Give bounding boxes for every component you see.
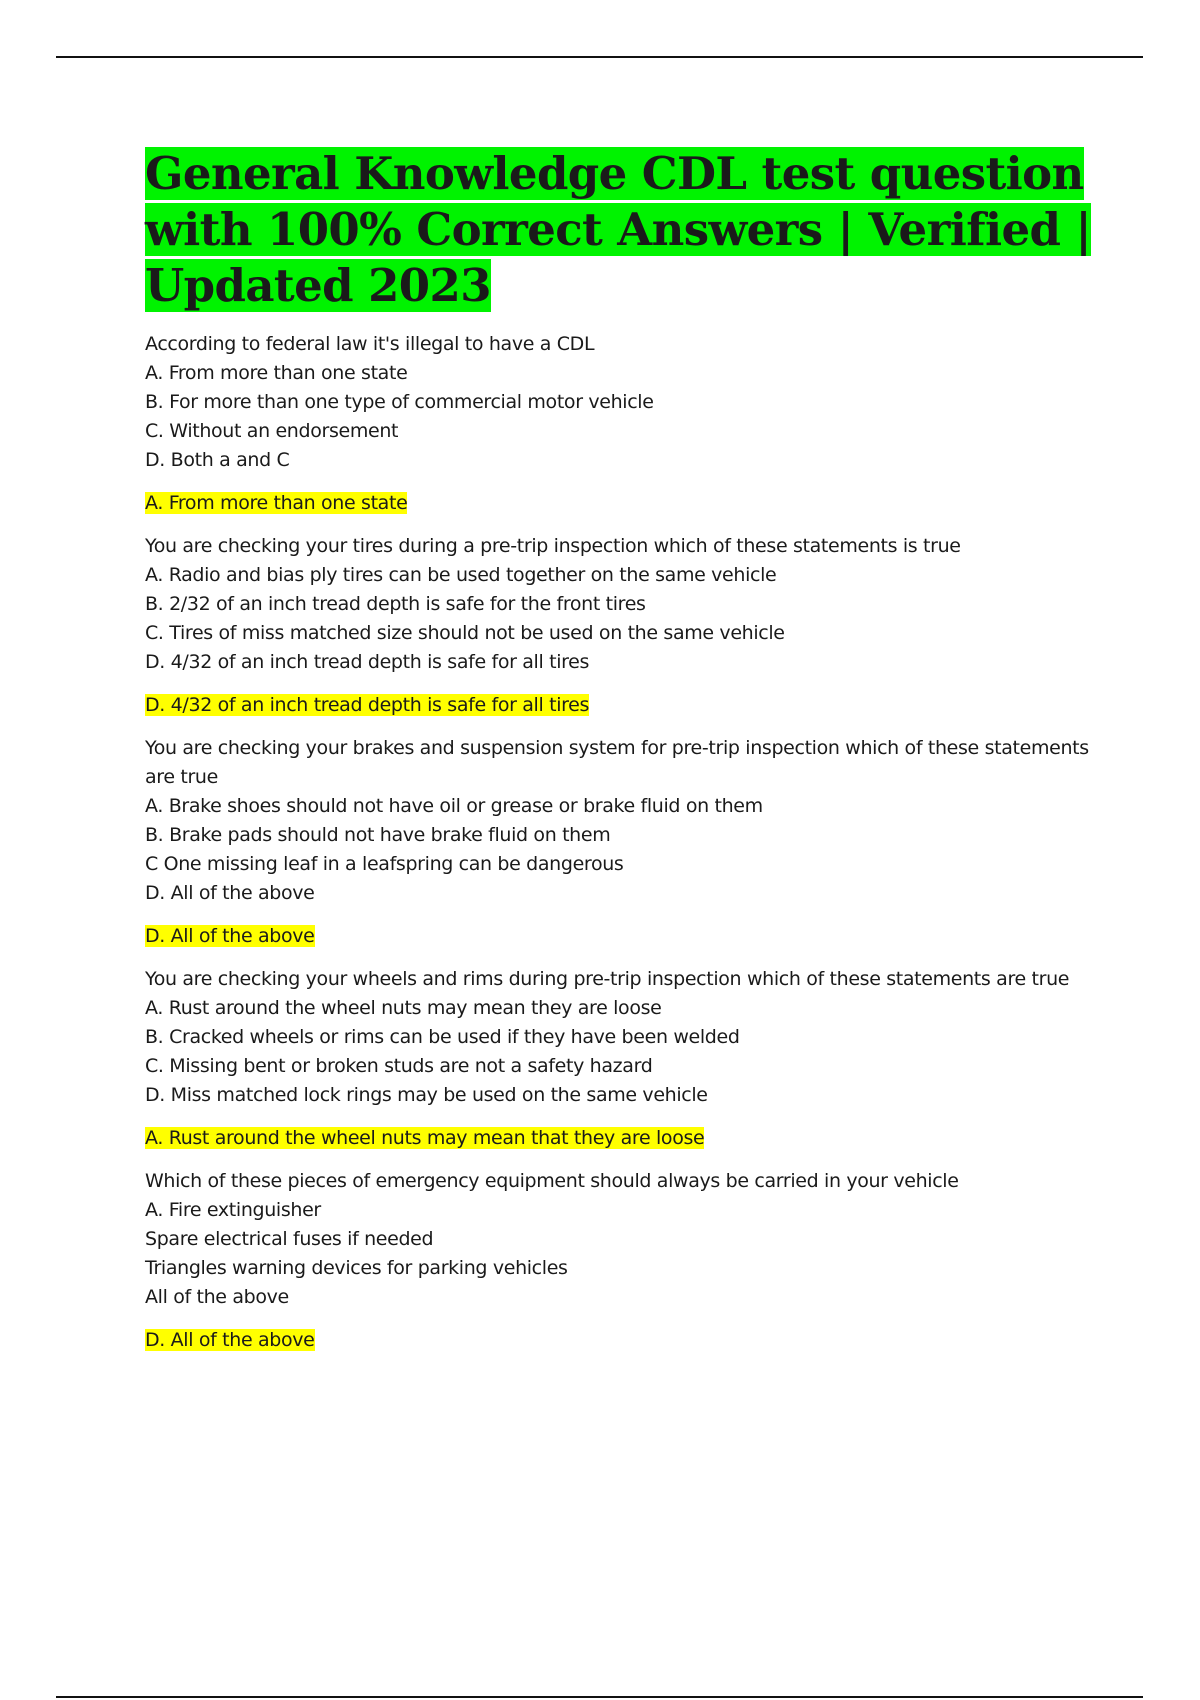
- option: Triangles warning devices for parking vehicles: [145, 1257, 568, 1279]
- question-text: According to federal law it's illegal to have a CDL: [145, 333, 595, 355]
- answer-highlight: D. All of the above: [145, 1329, 315, 1351]
- option: B. 2/32 of an inch tread depth is safe for the front tires: [145, 593, 646, 615]
- answer-highlight: A. Rust around the wheel nuts may mean that they are loose: [145, 1127, 705, 1149]
- option: A. From more than one state: [145, 362, 408, 384]
- question-text: You are checking your tires during a pre-trip inspection which of these statements is true: [145, 535, 961, 557]
- option: C One missing leaf in a leafspring can be dangerous: [145, 853, 624, 875]
- option: C. Missing bent or broken studs are not a safety hazard: [145, 1055, 653, 1077]
- option: A. Brake shoes should not have oil or grease or brake fluid on them: [145, 795, 763, 817]
- option: A. Radio and bias ply tires can be used together on the same vehicle: [145, 564, 777, 586]
- option: B. Cracked wheels or rims can be used if they have been welded: [145, 1026, 740, 1048]
- question-text: You are checking your brakes and suspension system for pre-trip inspection which of these statements are true: [145, 737, 1089, 788]
- question-block: [145, 734, 1105, 908]
- option: C. Tires of miss matched size should not be used on the same vehicle: [145, 622, 785, 644]
- option: D. 4/32 of an inch tread depth is safe for all tires: [145, 651, 590, 673]
- option: D. Both a and C: [145, 449, 290, 471]
- option: C. Without an endorsement: [145, 420, 399, 442]
- option: Spare electrical fuses if needed: [145, 1228, 434, 1250]
- option: A. Fire extinguisher: [145, 1199, 321, 1221]
- answer-highlight: D. All of the above: [145, 925, 315, 947]
- bottom-rule: [56, 1696, 1143, 1698]
- question-block: [145, 330, 1105, 475]
- option: D. Miss matched lock rings may be used on the same vehicle: [145, 1084, 708, 1106]
- answer-highlight: D. 4/32 of an inch tread depth is safe for all tires: [145, 694, 590, 716]
- question-text: Which of these pieces of emergency equipment should always be carried in your vehicle: [145, 1170, 959, 1192]
- option: B. For more than one type of commercial motor vehicle: [145, 391, 654, 413]
- option: D. All of the above: [145, 882, 315, 904]
- question-block: [145, 965, 1105, 1110]
- document-body: [145, 146, 1105, 1369]
- answer-highlight: A. From more than one state: [145, 492, 408, 514]
- question-text: You are checking your wheels and rims during pre-trip inspection which of these statements are true: [145, 968, 1070, 990]
- option: All of the above: [145, 1286, 289, 1308]
- question-block: [145, 1167, 1105, 1312]
- top-rule: [56, 56, 1143, 58]
- page-title: General Knowledge CDL test question with 100% Correct Answers | Verified | Updated 2023: [145, 147, 1092, 312]
- question-block: [145, 532, 1105, 677]
- option: B. Brake pads should not have brake fluid on them: [145, 824, 611, 846]
- option: A. Rust around the wheel nuts may mean they are loose: [145, 997, 662, 1019]
